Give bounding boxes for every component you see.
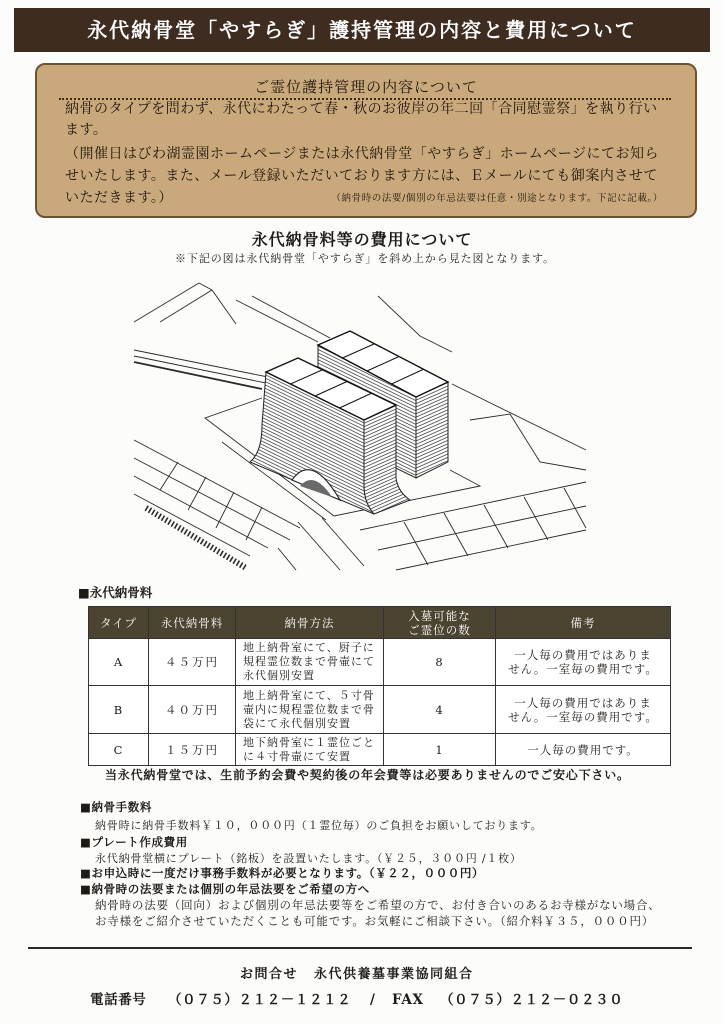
method-line: に４寸骨壷にて安置 [243,749,351,763]
panel-footnote: （納骨時の法要/個別の年忌法要は任意・別途となります。下記に記載。） [331,193,663,204]
remarks-line: せん。一室毎の費用です。 [508,662,658,676]
method-cell [236,639,384,686]
type-cell: B [89,686,149,734]
page-title: 永代納骨堂「やすらぎ」護持管理の内容と費用について [87,18,637,42]
table-row [89,734,671,766]
admin-fee-heading: ■お申込時に一度だけ事務手数料が必要となります。（￥２２，０００円） [80,866,485,880]
remarks-line: せん。一室毎の費用です。 [508,709,658,724]
ossuary-aerial-illustration [128,276,590,572]
capacity-cell: 1 [384,734,496,766]
contact-separator: / [370,992,376,1008]
table-header-row [89,607,671,639]
method-line: 地下納骨室に１霊位ごと [243,735,375,749]
panel-title-divider [59,98,671,100]
capacity-cell: 8 [384,639,496,686]
column-header-capacity-line: ご霊位の数 [408,622,471,637]
memorial-service-text: 納骨時の法要（回向）および個別の年忌法要等をご希望の方で、お付き合いのあるお寺様がない場合、 [95,898,661,912]
fees-reassurance-note: 当永代納骨堂では、生前予約会費や契約後の年会費等は必要ありませんのでご安心下さい。 [105,768,630,782]
method-line: 地上納骨室にて、５寸骨 [243,688,375,702]
column-header-type: タイプ [89,607,149,639]
panel-text-line: （開催日はびわ湖霊園ホームページまたは永代納骨堂「やすらぎ」ホームページにてお知ら [65,146,659,162]
panel-text-line: 納骨のタイプを問わず、永代にわたって春・秋のお彼岸の年二回「合同慰霊祭」を執り行い [65,101,658,117]
inquiry-label: お問合せ [240,967,299,982]
illustration-caption: ※下記の図は永代納骨堂「やすらぎ」を斜め上から見た図となります。 [175,252,555,265]
fee-cell: １５万円 [149,734,236,766]
panel-title: ご霊位護持管理の内容について [254,78,478,96]
fax-label: FAX [392,992,424,1008]
panel-text-line: せいたします。また、メール登録いただいております方には、Ｅメールにても御案内させて [65,168,658,184]
title-banner [14,8,710,52]
tel-number: （０７５）２１２－１２１２ [168,992,352,1008]
remarks-cell [496,639,671,686]
method-line: 壷内に規程霊位数まで骨 [243,702,375,716]
remarks-line: 一人毎の費用ではありま [514,648,652,662]
column-header-method: 納骨方法 [236,607,384,639]
remarks-line: 一人毎の費用です。 [527,742,639,757]
memorial-service-text: お寺様をご紹介させていただくことも可能です。お気軽にご相談下さい。（紹介料￥３５，０００円） [95,914,655,928]
fees-heading: ■永代納骨料 [78,585,153,600]
plate-fee-text: 永代納骨堂横にプレート（銘板）を設置いたします。（￥２５，３００円 /１枚） [95,852,522,865]
panel-text-line: ます。 [65,122,108,138]
type-cell: C [89,734,149,766]
organization-name: 永代供養墓事業協同組合 [314,967,474,982]
method-line: 規程霊位数まで骨壷にて [243,655,375,668]
table-row [89,686,671,734]
maintenance-info-panel [35,63,697,218]
column-header-capacity [384,607,496,639]
method-cell [236,734,384,766]
table-row [89,639,671,686]
remarks-cell [496,686,671,734]
fee-table [88,606,671,766]
type-cell: A [89,639,149,686]
tel-label: 電話番号 [90,992,147,1008]
remarks-cell [496,734,671,766]
fax-number: （０７５）２１２－０２３０ [440,992,624,1008]
column-header-remarks: 備考 [496,607,671,639]
panel-text-line: いただきます。） [65,190,173,206]
method-cell [236,686,384,734]
column-header-fee: 永代納骨料 [149,607,236,639]
fee-cell: ４５万円 [149,639,236,686]
interment-fee-heading: ■納骨手数料 [80,800,152,814]
remarks-line: 一人毎の費用ではありま [514,695,652,710]
memorial-service-heading: ■納骨時の法要または個別の年忌法要をご希望の方へ [80,882,370,896]
method-line: 永代個別安置 [243,669,315,682]
plate-fee-heading: ■プレート作成費用 [80,835,188,849]
interment-fee-text: 納骨時に納骨手数料￥１０，０００円（１霊位毎）のご負担をお願いしております。 [95,819,543,832]
section-title: 永代納骨料等の費用について [251,230,473,249]
method-line: 袋にて永代個別安置 [243,716,351,730]
method-line: 地上納骨室にて、厨子に [243,641,375,654]
capacity-cell: 4 [384,686,496,734]
fee-cell: ４０万円 [149,686,236,734]
footer-divider [28,947,692,949]
column-header-capacity-line: 入墓可能な [408,608,471,623]
